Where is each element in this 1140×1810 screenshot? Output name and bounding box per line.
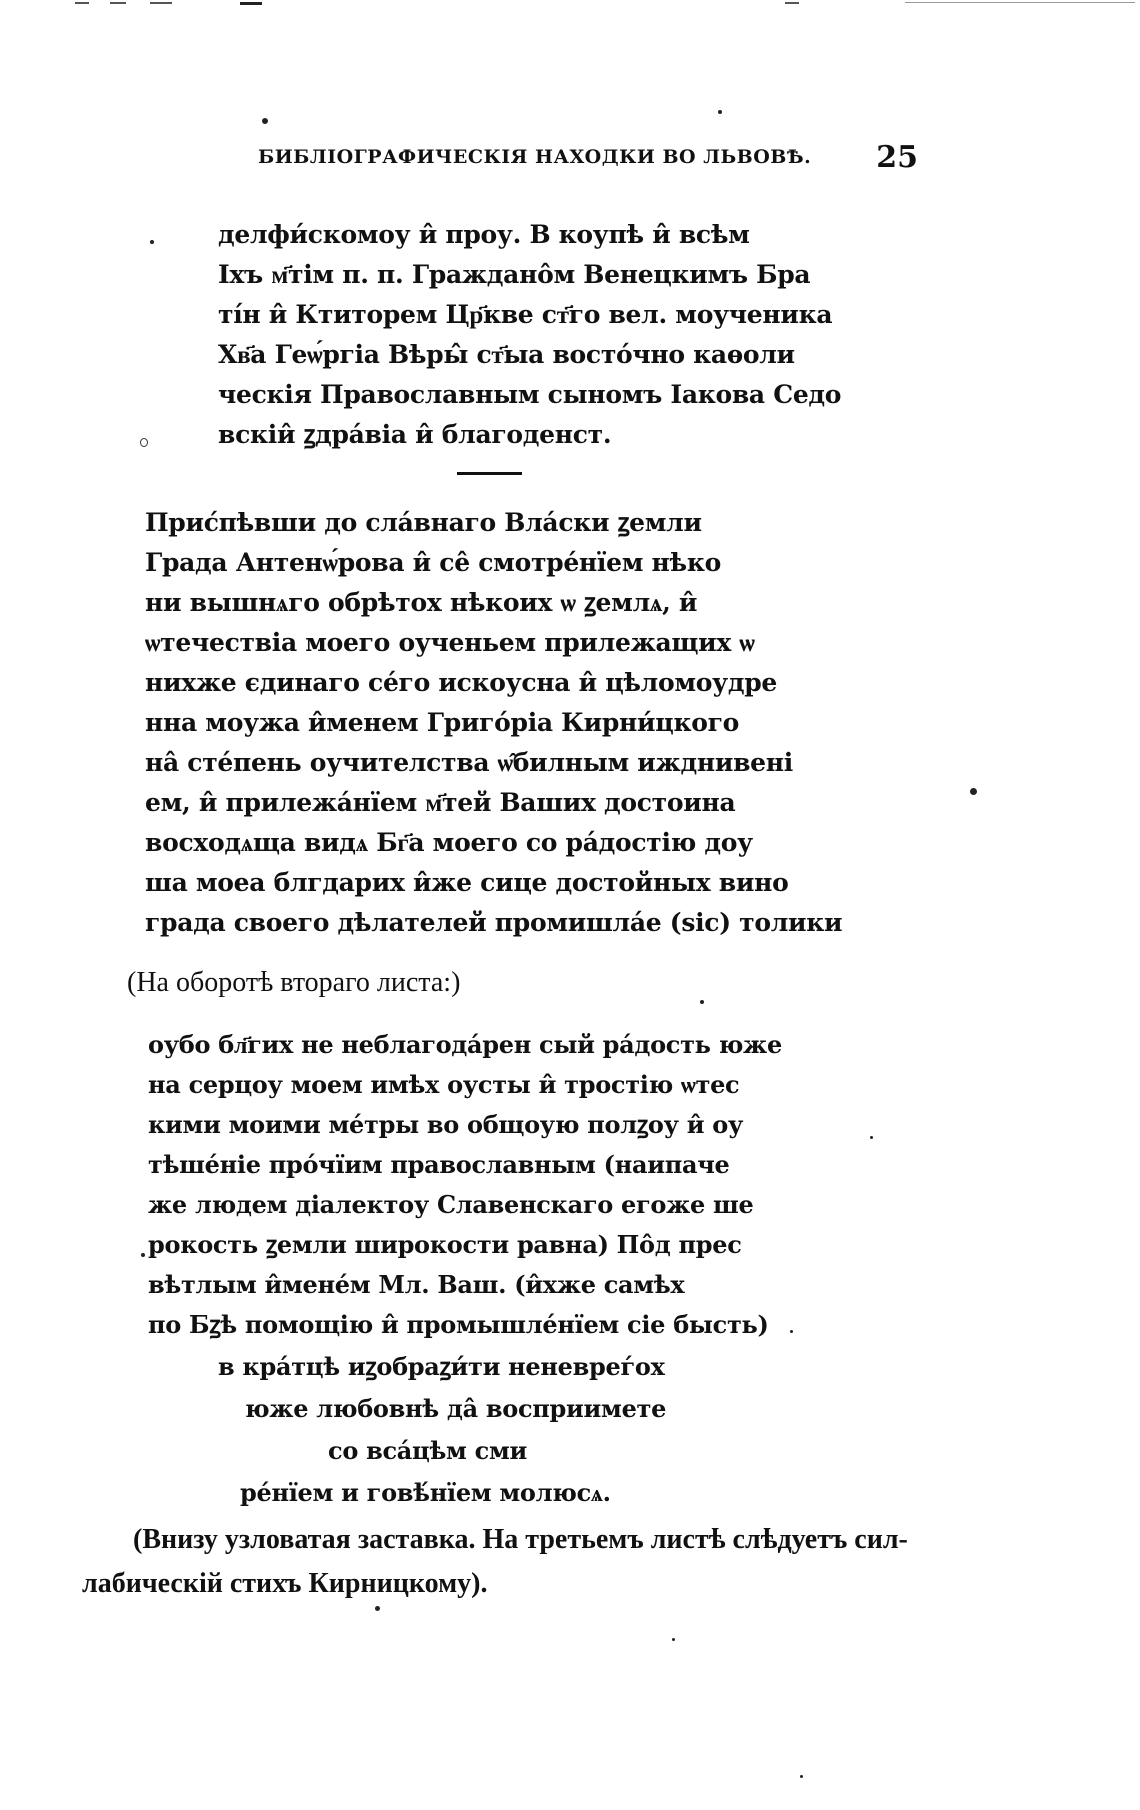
text-line: в кра́тцѣ иꙁобраꙁи́ти неневреѓох xyxy=(218,1352,665,1381)
scan-speck xyxy=(800,1775,803,1778)
scan-top-edge xyxy=(0,0,1140,8)
scan-speck xyxy=(141,1253,145,1257)
text-line: ті́н и̂ Ктиторем Цр҃кве ст҃го вел. моученика xyxy=(218,300,833,329)
scan-speck xyxy=(700,1000,704,1004)
text-line: града своего дѣлателей промишла́е (sic) толики xyxy=(145,908,843,937)
text-line: вѣтлым и̂мене́м Мл. Ваш. (и̂хже самѣх xyxy=(148,1270,685,1299)
scan-speck xyxy=(790,1330,793,1333)
text-line: ша моеа блгдарих и̂же сице достойных вино xyxy=(145,868,789,897)
scan-speck xyxy=(672,1638,675,1641)
scan-speck xyxy=(140,438,148,447)
scan-speck xyxy=(375,1606,380,1611)
text-line: восходѧща видѧ Бг҃а моего со ра́достію доу xyxy=(145,828,753,857)
text-line: кими моими ме́тры во общоую полꙁоу и̂ оу xyxy=(148,1110,744,1139)
note-line: (Внизу узловатая заставка. На третьемъ листѣ слѣдуетъ сил- xyxy=(133,1524,908,1555)
section-divider xyxy=(457,472,522,475)
text-line: со вса́цѣм сми xyxy=(328,1436,527,1465)
scan-speck xyxy=(718,110,722,114)
page-header xyxy=(258,140,918,180)
editorial-note: (На оборотѣ втораго листа:) xyxy=(127,967,461,998)
scan-mark xyxy=(110,2,126,4)
scan-speck xyxy=(262,118,268,124)
text-line: юже любовнѣ да̂ восприимете xyxy=(245,1394,667,1423)
text-line: Прис́пѣвши до сла́внаго Вла́ски ꙁемли xyxy=(145,508,702,537)
page-number: 25 xyxy=(876,140,918,175)
text-line: нна моужа и̂менем Григо́ріа Кирни́цкого xyxy=(145,708,739,737)
text-line: вскіи̂ ꙁдра́віа и̂ благоденст. xyxy=(218,420,612,449)
scan-mark xyxy=(240,2,262,5)
text-line: на̂ сте́пень оучителства ѡ̂билным ижднивені xyxy=(145,748,793,777)
text-line: же людем діалектоу Славенскаго егоже ше xyxy=(148,1190,754,1219)
running-title: БИБЛІОГРАФИЧЕСКІЯ НАХОДКИ ВО ЛЬВОВѢ. xyxy=(258,146,812,168)
text-line: нихже єдинаго се́го искоусна и̂ цѣломоудре xyxy=(145,668,778,697)
text-line: ем, и̂ прилежа́нїем м҃тей Ваших достоина xyxy=(145,788,736,817)
text-line: Хв҃а Геѡ́ргіа Вѣры̂ ст҃ыа восто́чно каѳоли xyxy=(218,340,795,369)
text-line: ре́нїем и говѣ́нїем молюсѧ. xyxy=(240,1478,611,1507)
text-line: рокость ꙁемли широкости равна) По̂д прес xyxy=(148,1230,742,1259)
text-line: ѡтечествіа моего оученьем прилежащих ѡ xyxy=(145,628,755,657)
text-line: Іхъ м҃тім п. п. Граждано̂м Венецкимъ Бра xyxy=(218,260,811,289)
scan-speck xyxy=(970,788,977,795)
scan-mark xyxy=(150,2,172,4)
scan-mark xyxy=(905,2,1135,3)
scan-speck xyxy=(150,240,154,244)
scan-speck xyxy=(870,1136,873,1139)
text-line: на серцоу моем имѣх оусты и̂ тростію ѡтес xyxy=(148,1070,740,1099)
note-line: лабическій стихъ Кирницкому). xyxy=(82,1568,488,1599)
scan-mark xyxy=(75,2,89,4)
text-line: ческія Православным сыномъ Іакова Седо xyxy=(218,380,842,409)
text-line: тѣше́ніе про́чїим православным (наипаче xyxy=(148,1150,730,1179)
scan-mark xyxy=(785,2,799,4)
text-line: делфи́скомоу и̂ проу. В коупѣ и̂ всѣм xyxy=(218,220,750,249)
text-line: ни вышнѧго обрѣтох нѣкоих ѡ ꙁемлѧ, и̂ xyxy=(145,588,698,617)
text-line: оубо бл҃гих не неблагода́рен сый ра́дость юже xyxy=(148,1030,782,1059)
text-line: Града Антенѡ́рова и̂ се̂ смотре́нїем нѣко xyxy=(145,548,721,577)
text-line: по Бꙁѣ помощію и̂ промышле́нїем сіе бысть) xyxy=(148,1310,769,1339)
